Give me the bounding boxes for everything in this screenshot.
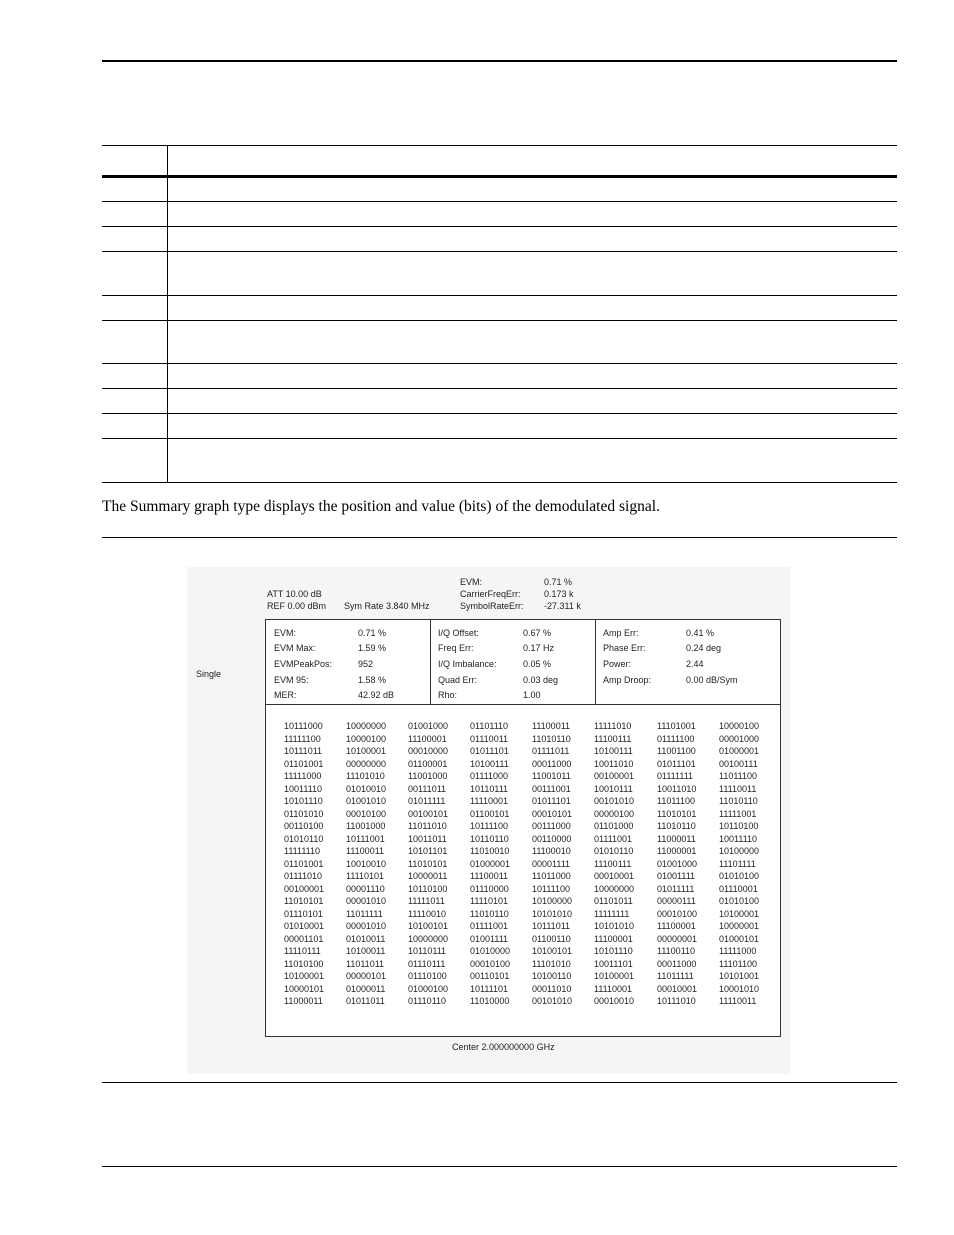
bit-value: 11010110 <box>657 821 696 831</box>
bit-value: 00110000 <box>532 833 572 844</box>
summary-screenshot <box>187 567 790 1074</box>
bit-value: 00000101 <box>346 971 387 981</box>
bit-value: 00100001 <box>284 883 325 894</box>
bit-value: 10000000 <box>408 933 449 944</box>
top-metric-value: 0.173 k <box>544 589 574 599</box>
metric-label: EVMPeakPos: <box>274 659 333 669</box>
metric-value: 952 <box>358 659 374 669</box>
table-rule <box>102 295 897 296</box>
bit-value: 01111011 <box>532 746 570 756</box>
bit-value: 10011110 <box>284 783 323 794</box>
bit-value: 10000101 <box>284 983 325 994</box>
bit-value: 10111100 <box>470 821 509 831</box>
bit-column <box>657 720 697 1008</box>
bit-value: 11100011 <box>470 871 509 881</box>
bit-value: 10111011 <box>532 921 571 931</box>
metric-value: 0.05 % <box>523 659 552 669</box>
bit-value: 11011000 <box>532 871 571 881</box>
bit-value: 01010100 <box>719 896 760 906</box>
bit-value: 00000100 <box>594 808 635 819</box>
bit-value: 01011011 <box>346 996 385 1006</box>
bit-value: 11110011 <box>719 783 757 794</box>
bit-value: 01101000 <box>594 821 634 831</box>
bit-value: 11110111 <box>284 946 321 956</box>
bit-value: 10111011 <box>284 746 323 756</box>
bit-column <box>470 720 510 1008</box>
bit-value: 11100111 <box>594 733 632 744</box>
bit-value: 01111100 <box>657 733 695 744</box>
table-header-rule <box>102 175 897 178</box>
bit-value: 01001000 <box>408 721 449 731</box>
bit-value: 11010101 <box>657 808 697 819</box>
bit-value: 11110101 <box>470 896 509 906</box>
bit-value: 10101010 <box>532 908 573 919</box>
bit-value: 11101100 <box>719 958 758 969</box>
bit-value: 11100001 <box>657 921 696 931</box>
bit-value: 11111000 <box>284 771 322 781</box>
metrics-column <box>595 620 781 704</box>
bit-value: 11001000 <box>346 821 386 831</box>
metric-value: 0.67 % <box>523 628 552 638</box>
metric-label: Power: <box>603 659 632 669</box>
bit-value: 01100110 <box>532 933 571 944</box>
metric-label: I/Q Imbalance: <box>438 659 497 669</box>
bit-value: 11110001 <box>470 796 509 806</box>
bit-value: 01010100 <box>719 871 760 881</box>
metric-label: Amp Err: <box>603 628 639 638</box>
top-metric-label: SymbolRateErr: <box>460 601 524 611</box>
bit-value: 01100001 <box>408 758 448 769</box>
bit-column <box>594 720 634 1008</box>
bit-value: 10100001 <box>346 746 387 756</box>
reference-level-readout: REF 0.00 dBm <box>267 601 327 611</box>
bit-value: 11010000 <box>470 996 510 1006</box>
top-metric-label: CarrierFreqErr: <box>460 589 521 599</box>
bit-value: 00101010 <box>594 796 635 806</box>
bit-value: 11010110 <box>470 908 509 919</box>
bit-value: 10110100 <box>408 883 448 894</box>
table-rule <box>102 482 897 483</box>
bit-column <box>346 720 386 1008</box>
bit-value: 01111001 <box>470 921 509 931</box>
bit-value: 10000000 <box>346 721 387 731</box>
bit-value: 00111011 <box>408 783 447 794</box>
bit-value: 01110001 <box>719 883 758 894</box>
bit-value: 11101111 <box>719 858 756 869</box>
attenuation-readout: ATT 10.00 dB <box>267 589 322 599</box>
bit-column <box>532 720 572 1008</box>
bit-value: 00111000 <box>532 821 571 831</box>
bit-value: 00011010 <box>532 983 572 994</box>
bit-column <box>719 720 759 1008</box>
bit-value: 01111111 <box>657 771 694 781</box>
metric-label: I/Q Offset: <box>438 628 479 638</box>
bit-value: 10100101 <box>532 946 573 956</box>
bit-value: 01110110 <box>408 996 447 1006</box>
bit-value: 01000001 <box>719 746 760 756</box>
bit-value: 00010001 <box>657 983 698 994</box>
bit-value: 01111010 <box>284 871 323 881</box>
bit-value: 10110100 <box>719 821 759 831</box>
bit-value: 10011101 <box>594 958 633 969</box>
bit-value: 11001011 <box>532 771 571 781</box>
bit-value: 11011011 <box>346 958 385 969</box>
bit-value: 10101010 <box>594 921 635 931</box>
table-rule <box>102 145 897 146</box>
bit-value: 10000000 <box>594 883 635 894</box>
bit-value: 10111100 <box>532 883 571 894</box>
bit-value: 01100101 <box>470 808 510 819</box>
table-rule <box>102 320 897 321</box>
metric-label: Amp Droop: <box>603 675 652 685</box>
bit-column <box>284 720 324 1008</box>
metric-value: 0.03 deg <box>523 675 559 685</box>
bit-value: 00000111 <box>657 896 696 906</box>
bit-value: 11110011 <box>719 996 757 1006</box>
bit-value: 10100101 <box>408 921 449 931</box>
bit-value: 11011100 <box>719 771 758 781</box>
bit-value: 11010110 <box>719 796 758 806</box>
bit-value: 00001111 <box>532 858 571 869</box>
bit-value: 11110001 <box>594 983 633 994</box>
center-frequency-label: Center 2.000000000 GHz <box>452 1042 555 1052</box>
bit-value: 10000001 <box>719 921 760 931</box>
bit-value: 01001000 <box>657 858 698 869</box>
bit-value: 01010011 <box>346 933 386 944</box>
bit-value: 01011101 <box>470 746 509 756</box>
bit-value: 11111100 <box>284 733 321 744</box>
top-metric-value: 0.71 % <box>544 577 573 587</box>
bit-value: 11101010 <box>346 771 385 781</box>
bit-value: 01111001 <box>594 833 633 844</box>
bit-value: 10110111 <box>408 946 447 956</box>
metric-value: 1.58 % <box>358 675 387 685</box>
bit-value: 11100010 <box>532 846 571 856</box>
bit-value: 01110101 <box>284 908 323 919</box>
demodulated-bits-grid <box>284 720 774 1020</box>
metrics-row <box>266 620 780 705</box>
table-rule <box>102 413 897 414</box>
bit-value: 10101101 <box>408 846 448 856</box>
bit-value: 11011100 <box>657 796 696 806</box>
bit-value: 10100011 <box>346 946 386 956</box>
bit-value: 01001010 <box>346 796 387 806</box>
metric-value: 0.17 Hz <box>523 643 555 653</box>
bit-value: 11011010 <box>408 821 447 831</box>
bit-value: 11101010 <box>532 958 571 969</box>
bit-value: 01110011 <box>470 733 509 744</box>
top-metric-value: -27.311 k <box>544 601 581 611</box>
bit-value: 11100001 <box>408 733 447 744</box>
bit-value: 11001000 <box>408 771 448 781</box>
bit-value: 11111000 <box>719 946 757 956</box>
bit-value: 01011111 <box>408 796 446 806</box>
bit-value: 00010100 <box>657 908 698 919</box>
bit-value: 11100110 <box>657 946 696 956</box>
bit-value: 00100001 <box>594 771 635 781</box>
bit-value: 11111010 <box>594 721 632 731</box>
bit-value: 10000011 <box>408 871 448 881</box>
bit-value: 10101001 <box>719 971 760 981</box>
metric-value: 2.44 <box>686 659 704 669</box>
metric-value: 0.00 dB/Sym <box>686 675 738 685</box>
table-rule <box>102 438 897 439</box>
bit-value: 00010100 <box>470 958 511 969</box>
bit-value: 11011111 <box>657 971 694 981</box>
bit-value: 11110010 <box>408 908 447 919</box>
bit-value: 11010110 <box>532 733 571 744</box>
bit-value: 00010000 <box>408 746 449 756</box>
bit-value: 01000001 <box>470 858 511 869</box>
summary-description: The Summary graph type displays the position and value (bits) of the demodulated signal. <box>102 498 660 515</box>
bit-value: 01110100 <box>408 971 447 981</box>
bit-value: 10100001 <box>594 971 635 981</box>
bit-value: 10011010 <box>594 758 634 769</box>
metric-value: 42.92 dB <box>358 690 395 700</box>
page-footer-rule <box>102 1166 897 1167</box>
bit-value: 00110101 <box>470 971 510 981</box>
metrics-column <box>430 620 596 704</box>
bit-value: 01101001 <box>284 858 324 869</box>
metric-value: 1.00 <box>523 690 541 700</box>
bit-value: 10100001 <box>719 908 760 919</box>
bit-value: 00000001 <box>657 933 698 944</box>
bit-value: 11111011 <box>408 896 445 906</box>
top-metric-label: EVM: <box>460 577 483 587</box>
bit-value: 00001010 <box>346 921 387 931</box>
bit-value: 10100110 <box>532 971 572 981</box>
metrics-column <box>266 620 430 704</box>
symbol-rate-readout: Sym Rate 3.840 MHz <box>344 601 430 611</box>
bit-value: 01110111 <box>408 958 446 969</box>
bit-value: 10100000 <box>719 846 760 856</box>
metric-value: 0.41 % <box>686 628 715 638</box>
bit-value: 01000101 <box>719 933 760 944</box>
bit-value: 00010001 <box>594 871 635 881</box>
bit-value: 11111001 <box>719 808 757 819</box>
table-rule <box>102 251 897 252</box>
bit-value: 00001000 <box>719 733 760 744</box>
sweep-mode-label: Single <box>196 669 222 679</box>
bit-value: 00011000 <box>657 958 697 969</box>
bit-value: 11000011 <box>284 996 323 1006</box>
bit-value: 11110101 <box>346 871 385 881</box>
bit-value: 01101110 <box>470 721 509 731</box>
metric-label: EVM: <box>274 628 297 638</box>
metric-label: Freq Err: <box>438 643 474 653</box>
bit-value: 11100001 <box>594 933 633 944</box>
metric-value: 0.71 % <box>358 628 387 638</box>
bit-value: 00001010 <box>346 896 387 906</box>
bit-value: 00101010 <box>532 996 573 1006</box>
bit-value: 01111000 <box>470 771 509 781</box>
bit-value: 01010000 <box>470 946 511 956</box>
bit-value: 11010100 <box>284 958 324 969</box>
metric-label: MER: <box>274 690 297 700</box>
bit-value: 10100001 <box>284 971 325 981</box>
bit-value: 01010110 <box>284 833 324 844</box>
bit-value: 00100111 <box>719 758 758 769</box>
bit-value: 10000100 <box>346 733 387 744</box>
metric-label: EVM 95: <box>274 675 309 685</box>
bit-value: 01101001 <box>284 758 324 769</box>
bit-value: 11100111 <box>594 858 632 869</box>
bit-value: 10100111 <box>470 758 509 769</box>
metric-value: 0.24 deg <box>686 643 722 653</box>
table-column-divider <box>167 145 168 482</box>
table-rule <box>102 201 897 202</box>
measurement-panel <box>265 619 781 1037</box>
bit-value: 10001010 <box>719 983 760 994</box>
bit-value: 01011101 <box>532 796 571 806</box>
bit-value: 11101001 <box>657 721 696 731</box>
bit-value: 00001101 <box>284 933 324 944</box>
bit-value: 01001111 <box>470 933 509 944</box>
bit-value: 10100000 <box>532 896 573 906</box>
figure-top-rule <box>102 537 897 538</box>
bit-value: 01101011 <box>594 896 633 906</box>
metric-label: Quad Err: <box>438 675 478 685</box>
bit-value: 11100011 <box>532 721 571 731</box>
bit-value: 00010010 <box>594 996 635 1006</box>
bit-value: 11010010 <box>470 846 510 856</box>
bit-value: 01000100 <box>408 983 449 994</box>
bit-value: 01110000 <box>470 883 509 894</box>
bit-value: 00111001 <box>532 783 571 794</box>
bit-value: 11100011 <box>346 846 385 856</box>
bit-value: 10010010 <box>346 858 387 869</box>
bit-value: 00010100 <box>346 808 387 819</box>
metric-label: Rho: <box>438 690 458 700</box>
bit-value: 11010101 <box>408 858 448 869</box>
bit-value: 10101110 <box>594 946 633 956</box>
bit-value: 11111110 <box>284 846 321 856</box>
bit-value: 11001100 <box>657 746 696 756</box>
bit-value: 01011111 <box>657 883 695 894</box>
bit-value: 01001111 <box>657 871 696 881</box>
bit-value: 11000011 <box>657 833 696 844</box>
bit-value: 00100101 <box>408 808 449 819</box>
page-header-rule <box>102 60 897 62</box>
figure-bottom-rule <box>102 1082 897 1083</box>
bit-value: 10011011 <box>408 833 447 844</box>
bit-value: 10010111 <box>594 783 633 794</box>
bit-value: 10100111 <box>594 746 633 756</box>
bit-value: 10111001 <box>346 833 385 844</box>
bit-value: 10000100 <box>719 721 760 731</box>
bit-value: 10101110 <box>284 796 323 806</box>
bit-column <box>408 720 448 1008</box>
bit-value: 01101010 <box>284 808 324 819</box>
table-rule <box>102 388 897 389</box>
metric-label: EVM Max: <box>274 643 316 653</box>
bit-value: 11111111 <box>594 908 630 919</box>
bit-value: 11011111 <box>346 908 383 919</box>
bit-value: 11010101 <box>284 896 324 906</box>
bit-value: 01010110 <box>594 846 634 856</box>
metric-value: 1.59 % <box>358 643 387 653</box>
bit-value: 11000001 <box>657 846 697 856</box>
bit-value: 01011101 <box>657 758 696 769</box>
bit-value: 01010010 <box>346 783 387 794</box>
bit-value: 01000011 <box>346 983 386 994</box>
bit-value: 10111000 <box>284 721 323 731</box>
bit-value: 10011010 <box>657 783 697 794</box>
bit-value: 10111101 <box>470 983 509 994</box>
bit-value: 00001110 <box>346 883 385 894</box>
bit-value: 10011110 <box>719 833 758 844</box>
bit-value: 01010001 <box>284 921 325 931</box>
bit-value: 00110100 <box>284 821 324 831</box>
table-rule <box>102 363 897 364</box>
bit-value: 10110110 <box>470 833 509 844</box>
bit-value: 10111010 <box>657 996 696 1006</box>
metric-label: Phase Err: <box>603 643 646 653</box>
table-rule <box>102 226 897 227</box>
bit-value: 00010101 <box>532 808 573 819</box>
bit-value: 10110111 <box>470 783 509 794</box>
bit-value: 00000000 <box>346 758 387 769</box>
bit-value: 00011000 <box>532 758 572 769</box>
